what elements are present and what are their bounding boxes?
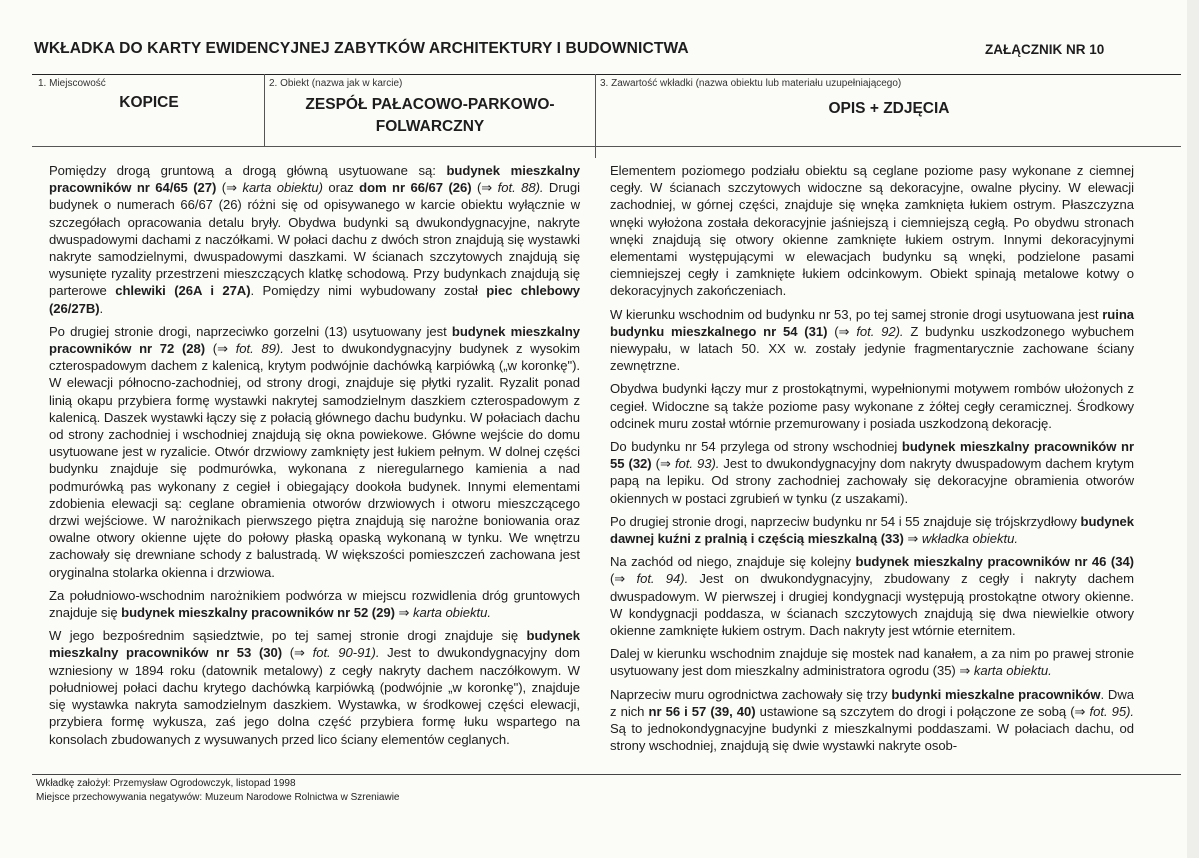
building-name: budynki mieszkalne pracowników xyxy=(891,686,1101,702)
paragraph-right-8 xyxy=(610,686,1134,755)
reference-link: karta obiektu. xyxy=(413,605,491,621)
header-rule xyxy=(32,74,1181,75)
reference-link: fot. 88). xyxy=(497,180,544,196)
content-value: OPIS + ZDJĘCIA xyxy=(828,100,950,117)
paragraph-text: Na zachód od niego, znajduje się kolejny xyxy=(610,554,856,570)
paragraph-text: . Dwa z nich xyxy=(610,686,1134,719)
paragraph-text: Jest to dwukondygnacyjny dom nakryty dwuspadowym dachem krytym papą na lepiku. Od strony zachodniej zachowały się dekoracyjne obramienia otworów okiennych w postaci zgrubień w tynku (z uszakami). xyxy=(610,456,1135,506)
author-note: Wkładkę założył: Przemysław Ogrodowczyk, listopad 1998 xyxy=(36,778,296,789)
reference-link: fot. 95). xyxy=(1089,703,1134,719)
paragraph-text: Pomiędzy drogą gruntową a drogą główną usytuowane są: xyxy=(49,163,447,178)
place-label: 1. Miejscowość xyxy=(38,78,106,89)
paragraph-right-3 xyxy=(610,380,1134,432)
building-name: ruina budynku mieszkalnego nr 54 (31) xyxy=(610,306,1134,339)
form-title: WKŁADKA DO KARTY EWIDENCYJNEJ ZABYTKÓW ARCHITEKTURY I BUDOWNICTWA xyxy=(34,40,689,57)
object-value xyxy=(266,94,594,138)
description-left-column xyxy=(49,162,580,754)
paragraph-right-6 xyxy=(610,553,1134,639)
building-name: budynek mieszkalny pracowników nr 52 (29) xyxy=(121,605,395,621)
reference-link: karta obiektu) xyxy=(242,180,323,196)
field-divider-1 xyxy=(264,74,265,146)
paragraph-right-4 xyxy=(610,438,1134,507)
content-label: 3. Zawartość wkładki (nazwa obiektu lub materiału uzupełniającego) xyxy=(600,78,902,89)
paragraph-text: . xyxy=(99,300,104,316)
paragraph-text: . Pomiędzy nimi wybudowany został xyxy=(250,283,487,299)
paragraph-right-2 xyxy=(610,306,1134,375)
fields-bottom-rule-right xyxy=(595,146,1181,147)
building-name: budynek mieszkalny pracowników nr 72 (28) xyxy=(49,323,580,357)
annex-number: ZAŁĄCZNIK NR 10 xyxy=(985,42,1105,57)
paragraph-text: Naprzeciw muru ogrodnictwa zachowały się trzy xyxy=(610,686,892,702)
paragraph-right-1 xyxy=(610,162,1134,300)
paragraph-text: Do budynku nr 54 przylega od strony wschodniej xyxy=(610,439,902,455)
reference-link: karta obiektu. xyxy=(973,663,1052,679)
paragraph-text: (⇒ xyxy=(282,645,313,661)
paragraph-text: Po drugiej stronie drogi, naprzeciw budynku nr 54 i 55 znajduje się trójskrzydłowy xyxy=(610,513,1081,529)
paragraph-text: oraz xyxy=(322,180,360,196)
paragraph-text: Jest to dwukondygnacyjny dom wzniesiony w 1894 roku (datownik metalowy) z cegły nakryty dachem naczółkowym. W południowej połaci dachu krytego dachówką karpiówką (podwójnie „w koronkę"), znajduje się wystawka nakryta samodzielnym daszkiem. Wystawka, w środkowej części elewacji, przybiera formę wykusza, zaś jego dolna część przybiera formę łuku wspartego na konsolach zbudowanych z wysuwanych przed lico ściany elementów ceglanych. xyxy=(49,645,580,747)
building-name: budynek dawnej kuźni z pralnią i częścią mieszkalną (33) xyxy=(610,513,1134,547)
paragraph-text: (⇒ xyxy=(471,180,498,196)
paragraph-text: Po drugiej stronie drogi, naprzeciwko gorzelni (13) usytuowany jest xyxy=(49,323,452,339)
paragraph-text: ⇒ xyxy=(394,605,413,621)
paragraph-text: Drugi budynek o numerach 66/67 (26) różni się od opisywanego w karcie obiektu wyłącznie w szczegółach opracowania detalu bryły. Obydwa budynki są dwukondygnacyjne, nakryte dwuspadowymi dachami z naczółkami. W połaci dachu z dwóch stron znajdują się wystawki nakryte samodzielnymi, dwuspadowymi daszkami. W ścianach szczytowych znajdują się wysunięte ryzality przestrzeni mieszczących klatkę schodową. Przy budynkach znajdują się parterowe xyxy=(49,180,580,299)
paragraph-text: Są to jednokondygnacyjne budynki z mieszkalnymi poddaszami. W połaciach dachu, od strony wschodniej, znajdują się dwie wystawki nakryte osob- xyxy=(610,721,1134,754)
paragraph-text: (⇒ xyxy=(610,571,637,587)
paragraph-text: Obydwa budynki łączy mur z prostokątnymi, wypełnionymi motywem rombów ułożonych z cegieł. Widoczne są także poziome pasy wykonane z żółtej cegły ceramicznej. Środkowy odcinek muru został wtórnie przemurowany i posiada uszkodzoną dekorację. xyxy=(610,381,1134,431)
paragraph-right-5 xyxy=(610,513,1134,547)
building-name: budynek mieszkalny pracowników nr 55 (32) xyxy=(610,439,1134,472)
paragraph-right-7 xyxy=(610,645,1134,679)
paragraph-text: ustawione są szczytem do drogi i połączone ze sobą (⇒ xyxy=(755,703,1090,719)
paragraph-text: Elementem poziomego podziału obiektu są ceglane poziome pasy wykonane z ciemnej cegły. W ścianach szczytowych widoczne są dekoracyjne, owalne płyciny. W elewacji zachodniej, w górnej części, znajduje się wnęka zamknięta łukiem ostrym. Płaszczyzna wnęki wyłożona została dekoracyjnie jaśniejszą i ciemniejszą cegłą. Po obydwu stronach wnęki znajdują się otwory okienne zamknięte łukiem ostrym. Innymi dekoracyjnymi elementami występującymi w elewacjach budynku są wnęki, podzielone pasami ciemniejszej cegły i zamknięte łukiem odcinkowym. Obiekt spinają metalowe kotwy o dekoracyjnych zakończeniach. xyxy=(610,163,1134,299)
object-value-line-2: FOLWARCZNY xyxy=(375,118,485,135)
reference-link: fot. 89). xyxy=(235,341,284,357)
paragraph-text: Jest to dwukondygnacyjny budynek z wysokim czterospadowym dachem z kalenicą, krytym podwójnie dachówką karpiówką („w koronkę"). W elewacji północno-zachodniej, od strony drogi, znajduje się płytki ryzalit. Ryzalit ponad linią okapu przybiera formę wystawki nakrytej samodzielnym daszkiem czterospadowym z kalenicą. Daszek wystawki łączy się z połacią głównego dachu budynku. W połaciach dachu od strony zachodniej i wschodniej znajdują się okna powiekowe. Główne wejście do domu usytuowane jest w ryzalicie. Otwór drzwiowy zamknięty jest łukiem pełnym. W dolnej części budynku znajduje się podmurówka, wykonana z nieregularnego kamienia a nad podmurówką pas wykonany z cegieł i obiegający dookoła budynek. Innymi elementami zdobienia elewacji są: ceglane obramienia otworów drzwiowych i otworu mieszczącego drzwi wejściowe. W narożnikach pierwszego piętra znajdują się narożne boniowania oraz owalne otwory okienne ujęte do połowy płaską opaską wykonaną w tynku. We wnętrzu zachowały się drewniane schody z balustradą. W większości pomieszczeń zachowana jest oryginalna stolarka okienna i drzwiowa. xyxy=(49,341,581,580)
object-value-line-1: ZESPÓŁ PAŁACOWO-PARKOWO- xyxy=(305,96,555,113)
paragraph-left-4 xyxy=(49,627,580,747)
page-edge xyxy=(1187,0,1199,858)
place-value: KOPICE xyxy=(119,94,179,111)
footer-rule xyxy=(32,774,1181,775)
paragraph-text: Jest on dwukondygnacyjny, zbudowany z cegły i nakryty dachem dwuspadowym. W pierwszej i drugiej kondygnacji występują prostokątne otwory okienne. W kondygnacji poddasza, w ścianach szczytowych znajdują się dwa niewielkie otwory okienne zamknięte łukiem ostrym. Dach nakryty jest wtórnie eternitem. xyxy=(610,571,1134,639)
reference-link: fot. 92). xyxy=(856,323,904,339)
building-name: chlewiki (26A i 27A) xyxy=(115,283,251,299)
paragraph-text: Za południowo-wschodnim narożnikiem podwórza w miejscu rozwidlenia dróg gruntowych znajduje się xyxy=(49,587,580,621)
paragraph-text: (⇒ xyxy=(216,180,243,196)
paragraph-text: W kierunku wschodnim od budynku nr 53, po tej samej stronie drogi usytuowana jest xyxy=(610,306,1103,322)
paragraph-text: (⇒ xyxy=(205,341,236,357)
paragraph-text: (⇒ xyxy=(827,323,857,339)
paragraph-left-2 xyxy=(49,323,580,581)
fields-bottom-rule-left xyxy=(32,146,595,147)
negatives-location-note: Miejsce przechowywania negatywów: Muzeum Narodowe Rolnictwa w Szreniawie xyxy=(36,792,400,803)
reference-link: fot. 90-91). xyxy=(312,645,380,661)
building-name: nr 56 i 57 (39, 40) xyxy=(648,703,756,719)
paragraph-left-1 xyxy=(49,162,580,317)
building-name: budynek mieszkalny pracowników nr 64/65 (27) xyxy=(49,163,581,196)
building-name: dom nr 66/67 (26) xyxy=(359,180,472,196)
paragraph-text: Dalej w kierunku wschodnim znajduje się mostek nad kanałem, a za nim po prawej stronie usytuowany jest dom mieszkalny administratora ogrodu (35) ⇒ xyxy=(610,646,1134,679)
reference-link: fot. 93). xyxy=(674,456,720,472)
building-name: piec chlebowy (26/27B) xyxy=(49,283,580,316)
reference-link: wkładka obiektu. xyxy=(921,531,1018,547)
paragraph-left-3 xyxy=(49,587,580,621)
reference-link: fot. 94). xyxy=(636,571,689,587)
object-label: 2. Obiekt (nazwa jak w karcie) xyxy=(269,78,403,89)
paragraph-text: (⇒ xyxy=(651,456,675,472)
description-right-column xyxy=(610,162,1134,761)
building-name: budynek mieszkalny pracowników nr 53 (30) xyxy=(49,628,580,661)
paragraph-text: Z budynku uszkodzonego wybuchem niewypału, w latach 50. XX w. zostały jedynie fragmentarycznie zachowane ściany zewnętrzne. xyxy=(610,323,1135,374)
paragraph-text: ⇒ xyxy=(903,531,922,547)
paragraph-text: W jego bezpośrednim sąsiedztwie, po tej samej stronie drogi znajduje się xyxy=(49,628,527,644)
building-name: budynek mieszkalny pracowników nr 46 (34) xyxy=(855,554,1134,570)
